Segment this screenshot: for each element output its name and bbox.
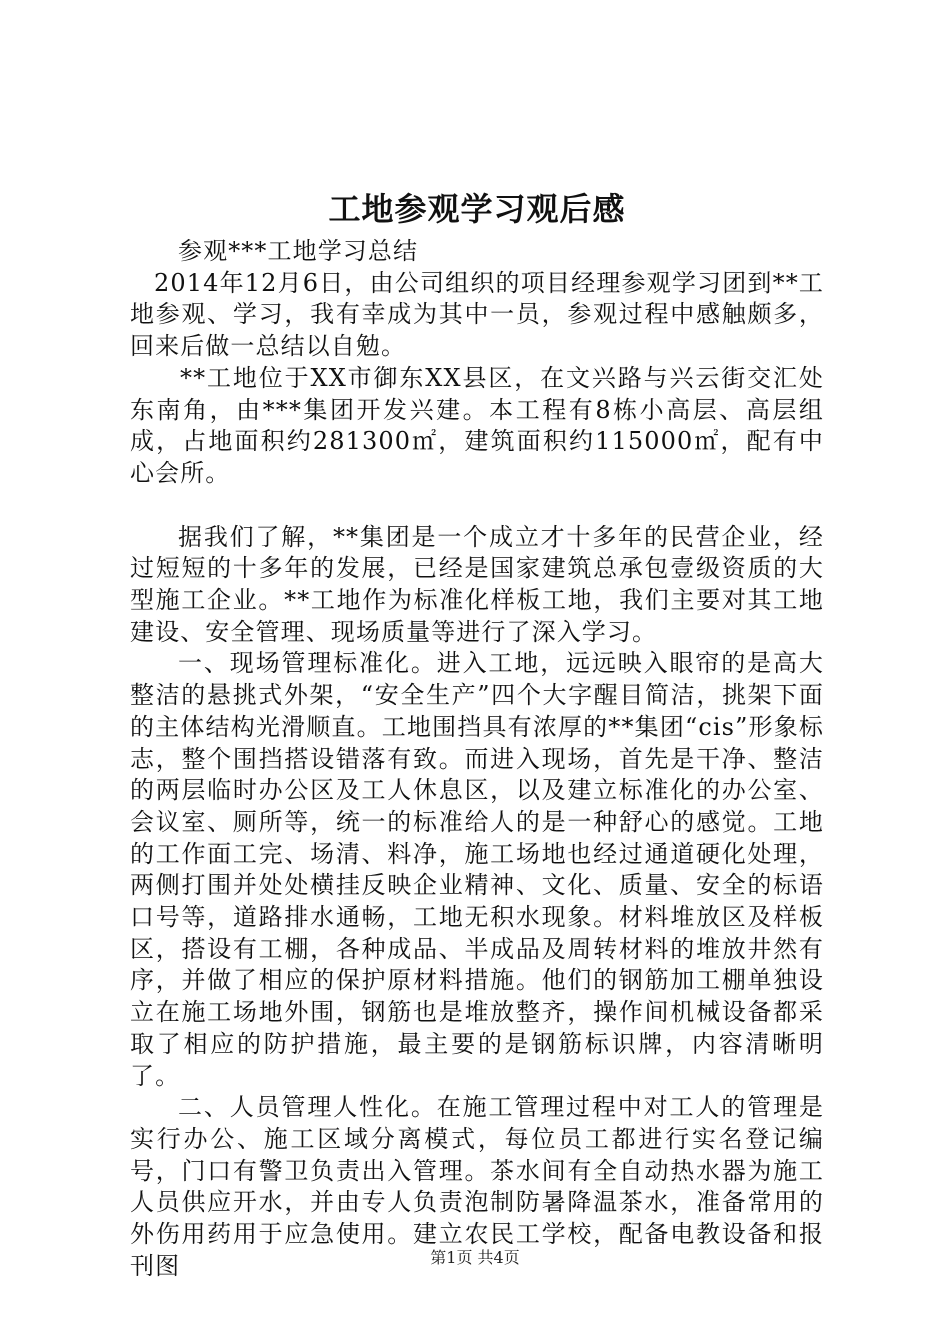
body-paragraph-site-location: **工地位于XX市御东XX县区，在文兴路与兴云街交汇处东南角，由***集团开发兴建。本工程有8栋小高层、高层组成，占地面积约281300㎡，建筑面积约115000㎡，配有中心会所。	[130, 363, 824, 487]
body-paragraph-visit-date: 2014年12月6日，由公司组织的项目经理参观学习团到**工地参观、学习，我有幸成为其中一员，参观过程中感触颇多，回来后做一总结以自勉。	[130, 268, 824, 361]
document-page	[130, 186, 824, 1283]
body-paragraph-personnel-management: 二、人员管理人性化。在施工管理过程中对工人的管理是实行办公、施工区域分离模式，每位员工都进行实名登记编号，门口有警卫负责出入管理。茶水间有全自动热水器为施工人员供应开水，并由专人负责泡制防暑降温茶水，准备常用的外伤用药用于应急使用。建立农民工学校，配备电教设备和报刊图	[130, 1093, 824, 1280]
body-paragraph-site-management: 一、现场管理标准化。进入工地，远远映入眼帘的是高大整洁的悬挑式外架，“安全生产”四个大字醒目简洁，挑架下面的主体结构光滑顺直。工地围挡具有浓厚的**集团“cis”形象标志，整个围挡搭设错落有致。而进入现场，首先是干净、整洁的两层临时办公区及工人休息区，以及建立标准化的办公室、会议室、厕所等，统一的标准给人的是一种舒心的感觉。工地的工作面工完、场清、料净，施工场地也经过通道硬化处理，两侧打围并处处横挂反映企业精神、文化、质量、安全的标语口号等，道路排水通畅，工地无积水现象。材料堆放区及样板区，搭设有工棚，各种成品、半成品及周转材料的堆放井然有序，并做了相应的保护原材料措施。他们的钢筋加工棚单独设立在施工场地外围，钢筋也是堆放整齐，操作间机械设备都采取了相应的防护措施，最主要的是钢筋标识牌，内容清晰明了。	[130, 649, 824, 1090]
page-footer: 第1页 共4页	[430, 1248, 520, 1267]
paragraph-spacer	[130, 490, 824, 522]
body-paragraph-company-intro: 据我们了解，**集团是一个成立才十多年的民营企业，经过短短的十多年的发展，已经是国家建筑总承包壹级资质的大型施工企业。**工地作为标准化样板工地，我们主要对其工地建设、安全管理、现场质量等进行了深入学习。	[130, 522, 824, 646]
document-title: 工地参观学习观后感	[328, 190, 626, 228]
subtitle-paragraph: 参观***工地学习总结	[178, 237, 419, 265]
